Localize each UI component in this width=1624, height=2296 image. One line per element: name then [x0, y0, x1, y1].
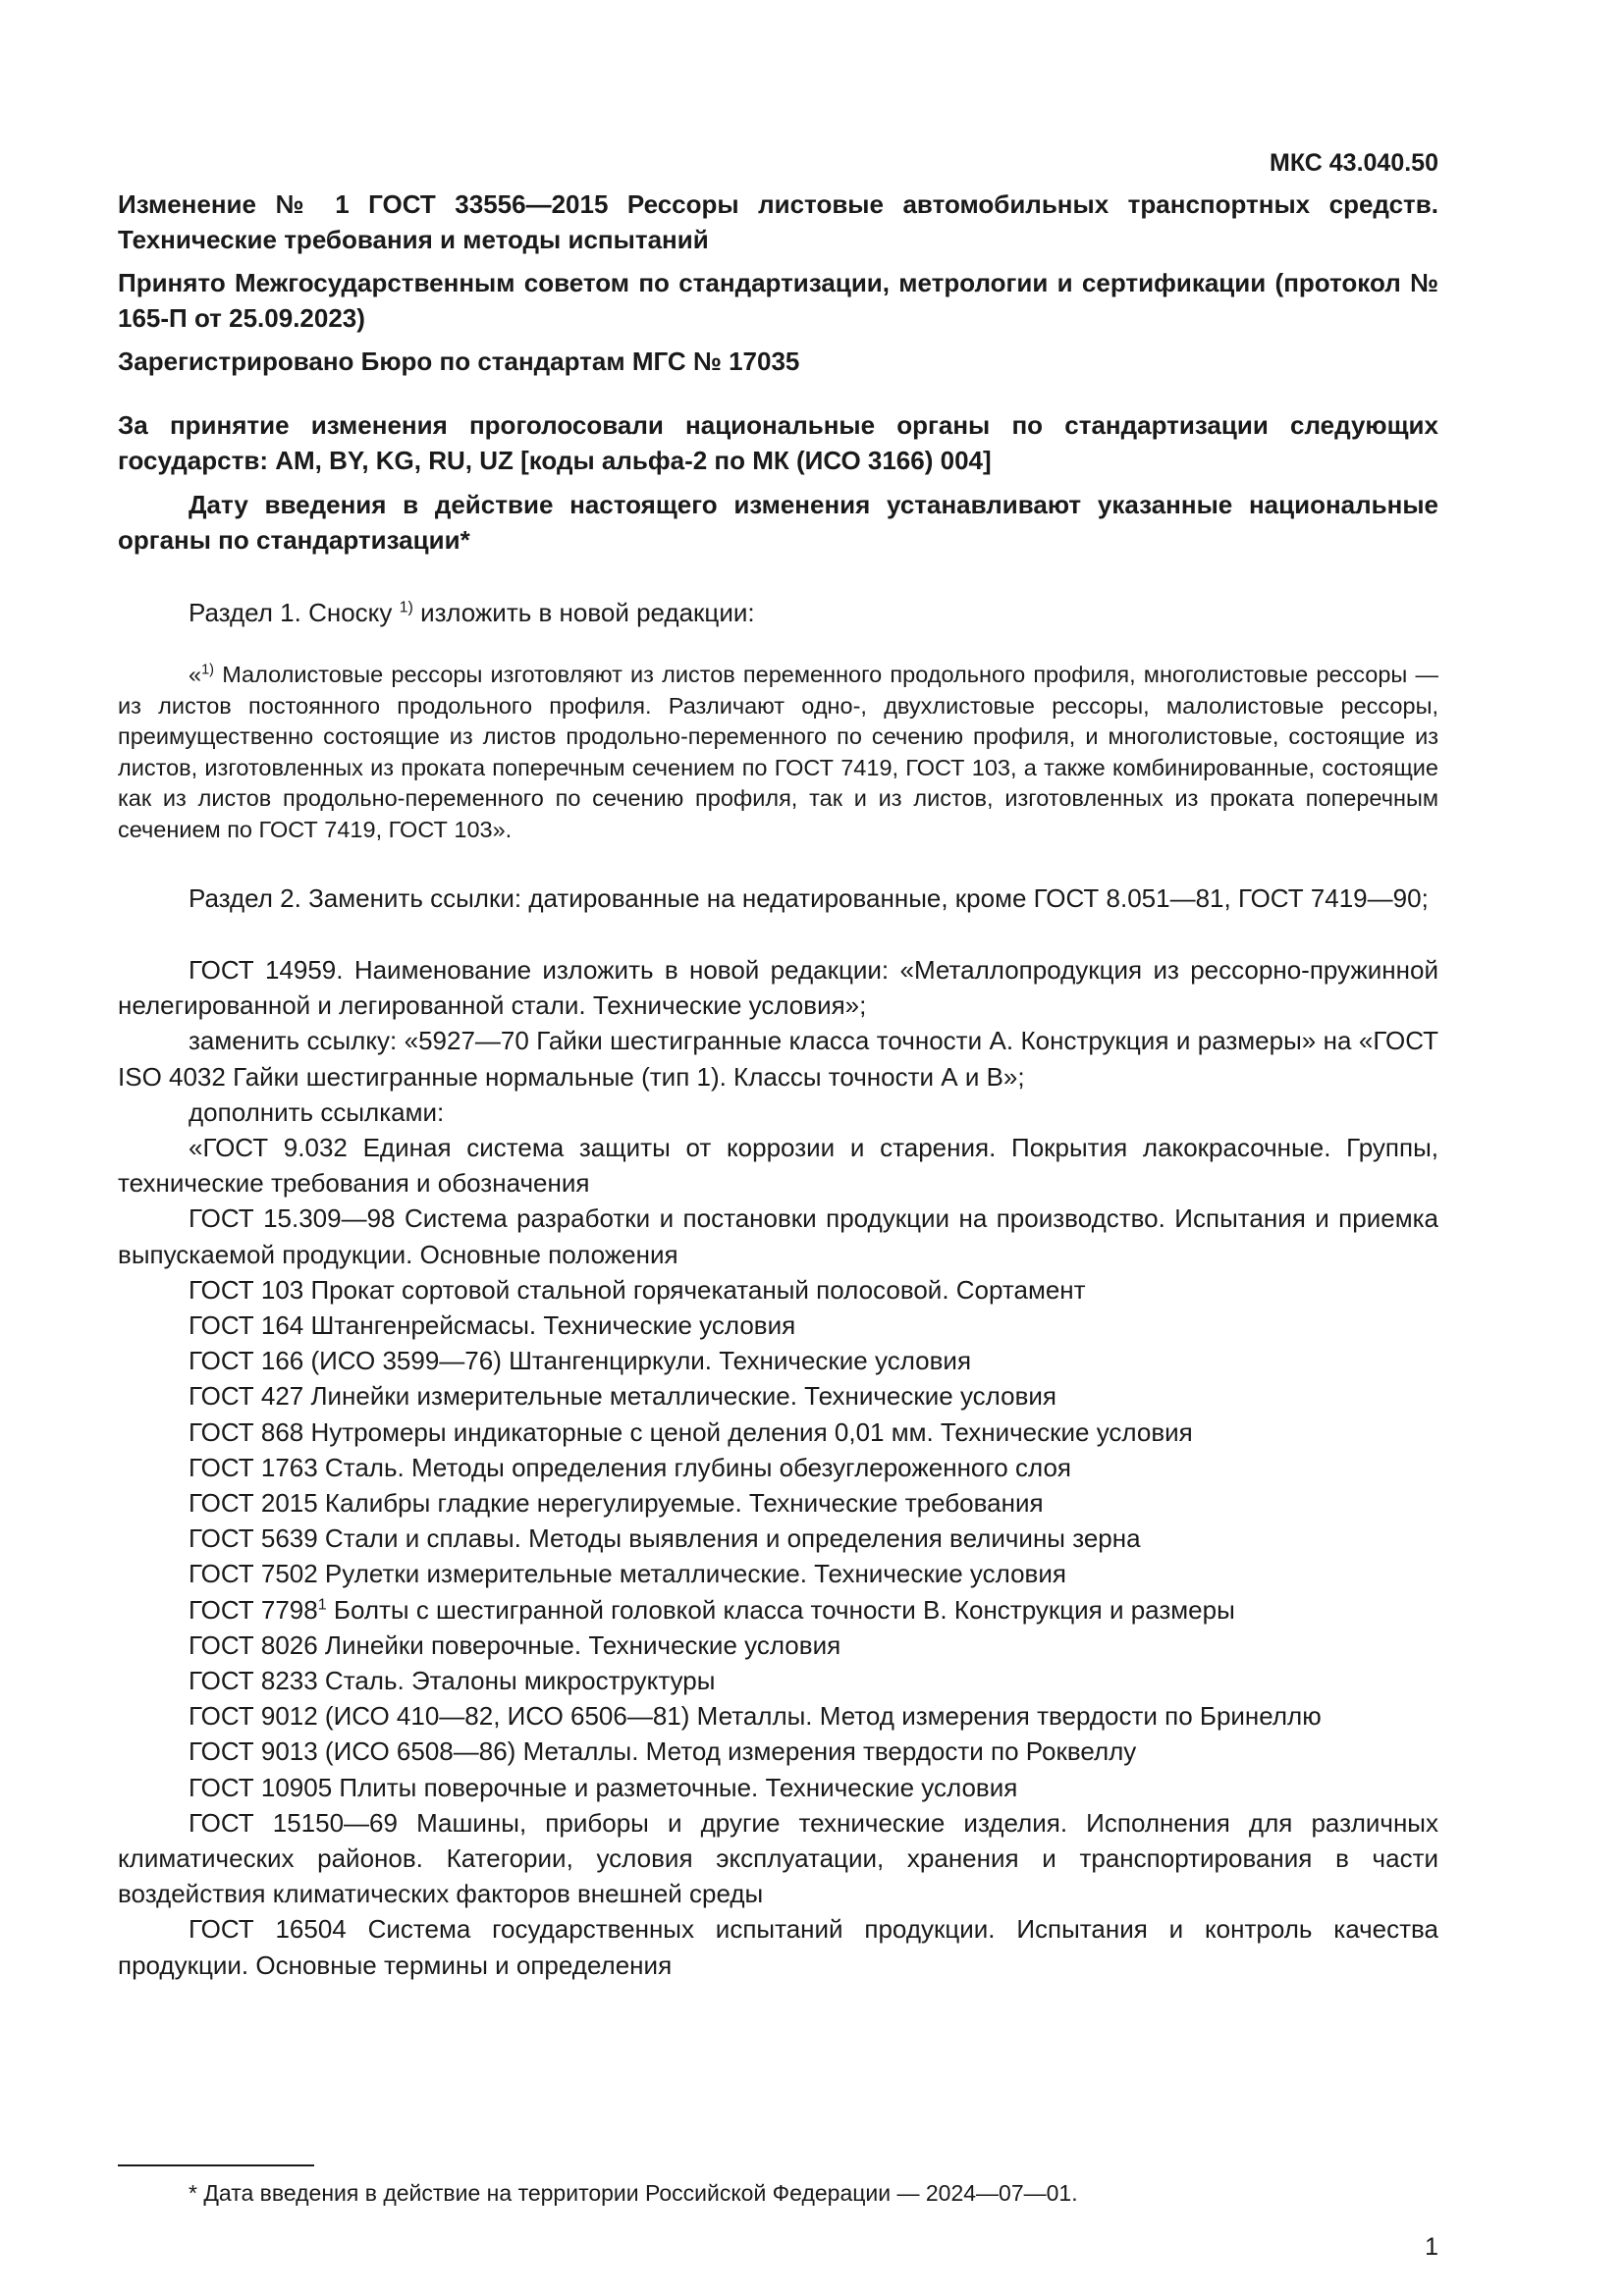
add-refs-intro: дополнить ссылками:	[189, 1096, 445, 1127]
amendment-title: Изменение № 1 ГОСТ 33556—2015 Рессоры листовые автомобильных транспортных средств. Технические требования и методы испытаний	[118, 189, 1438, 254]
adopted-statement: Принято Межгосударственным советом по стандартизации, метрологии и сертификации (протокол № 165-П от 25.09.2023)	[118, 268, 1438, 333]
section2-replace-refs: Раздел 2. Заменить ссылки: датированные на недатированные, кроме ГОСТ 8.051—81, ГОСТ 7419—90;	[189, 883, 1429, 913]
ref-item: ГОСТ 1763 Сталь. Методы определения глубины обезуглероженного слоя	[189, 1452, 1071, 1482]
footnote-rule	[118, 2164, 314, 2166]
ref-item: ГОСТ 16504 Система государственных испытаний продукции. Испытания и контроль качества продукции. Основные термины и определения	[118, 1914, 1438, 1980]
ref-item: ГОСТ 10905 Плиты поверочные и разметочные. Технические условия	[189, 1772, 1018, 1802]
ref-item: ГОСТ 9013 (ИСО 6508—86) Металлы. Метод измерения твердости по Роквеллу	[189, 1736, 1137, 1767]
registered-statement: Зарегистрировано Бюро по стандартам МГС № 17035	[118, 347, 800, 376]
ref-item: ГОСТ 868 Нутромеры индикаторные с ценой деления 0,01 мм. Технические условия	[189, 1416, 1193, 1447]
ref-item: ГОСТ 103 Прокат сортовой стальной горячекатаный полосовой. Сортамент	[189, 1274, 1086, 1305]
ref-item: ГОСТ 15150—69 Машины, приборы и другие технические изделия. Исполнения для различных климатических районов. Категории, условия эксплуатации, хранения и транспортирования в части воздействия климатических факторов внешней среды	[118, 1807, 1438, 1909]
section1-footnote-text: «$^{1)}$ Малолистовые рессоры изготовляют из листов переменного продольного профиля, многолистовые рессоры — из листов постоянного продольного профиля. Различают одно-, двухлистовые рессоры, малолистовые рессоры, преимущественно состоящие из листов продольно-переменного по сечению профиля, и многолистовые, состоящие из листов, изготовленных из проката поперечным сечением по ГОСТ 7419, ГОСТ 103, а также комбинированные, состоящие как из листов продольно-переменного по сечению профиля, так и из листов, изготовленных из проката поперечным сечением по ГОСТ 7419, ГОСТ 103».	[118, 662, 1438, 842]
ref-item: ГОСТ 427 Линейки измерительные металлические. Технические условия	[189, 1381, 1056, 1412]
ref-item: «ГОСТ 9.032 Единая система защиты от коррозии и старения. Покрытия лакокрасочные. Группы, технические требования и обозначения	[118, 1133, 1438, 1199]
ref-item: ГОСТ 5639 Стали и сплавы. Методы выявления и определения величины зерна	[189, 1523, 1141, 1554]
section2-body	[118, 952, 1438, 1983]
ref-item: ГОСТ 164 Штангенрейсмасы. Технические условия	[189, 1310, 796, 1341]
ref-item: ГОСТ 8233 Сталь. Эталоны микроструктуры	[189, 1666, 716, 1696]
replace-ref-5927: заменить ссылку: «5927—70 Гайки шестигранные класса точности А. Конструкция и размеры» на «ГОСТ ISO 4032 Гайки шестигранные нормальные (тип 1). Классы точности А и В»;	[118, 1026, 1438, 1092]
ref-item: ГОСТ 15.309—98 Система разработки и постановки продукции на производство. Испытания и приемка выпускаемой продукции. Основные положения	[118, 1203, 1438, 1269]
ref-item: ГОСТ 166 (ИСО 3599—76) Штангенциркули. Технические условия	[189, 1346, 972, 1376]
section1-intro: Раздел 1. Сноску $^{1)}$ изложить в новой редакции:	[189, 598, 755, 627]
gost-14959-rename: ГОСТ 14959. Наименование изложить в новой редакции: «Металлопродукция из рессорно-пружинной нелегированной и легированной стали. Технические условия»;	[118, 955, 1438, 1021]
ref-item-7798: ГОСТ 7798$^1$ Болты с шестигранной головкой класса точности В. Конструкция и размеры	[189, 1594, 1235, 1625]
ref-item: ГОСТ 2015 Калибры гладкие нерегулируемые. Технические требования	[189, 1488, 1044, 1519]
footnote: * Дата введения в действие на территории Российской Федерации — 2024—07—01.	[189, 2180, 1078, 2206]
effective-date-statement: Дату введения в действие настоящего изменения устанавливают указанные национальные органы по стандартизации*	[118, 490, 1438, 555]
ref-item: ГОСТ 8026 Линейки поверочные. Технические условия	[189, 1629, 841, 1660]
ref-item: ГОСТ 7502 Рулетки измерительные металлические. Технические условия	[189, 1559, 1066, 1589]
page-number: 1	[1425, 2233, 1438, 2261]
mks-code: МКС 43.040.50	[1270, 149, 1438, 177]
voted-statement: За принятие изменения проголосовали национальные органы по стандартизации следующих государств: AM, BY, KG, RU, UZ [коды альфа-2 по МК (ИСО 3166) 004]	[118, 410, 1438, 475]
ref-item: ГОСТ 9012 (ИСО 410—82, ИСО 6506—81) Металлы. Метод измерения твердости по Бринеллю	[189, 1701, 1322, 1732]
